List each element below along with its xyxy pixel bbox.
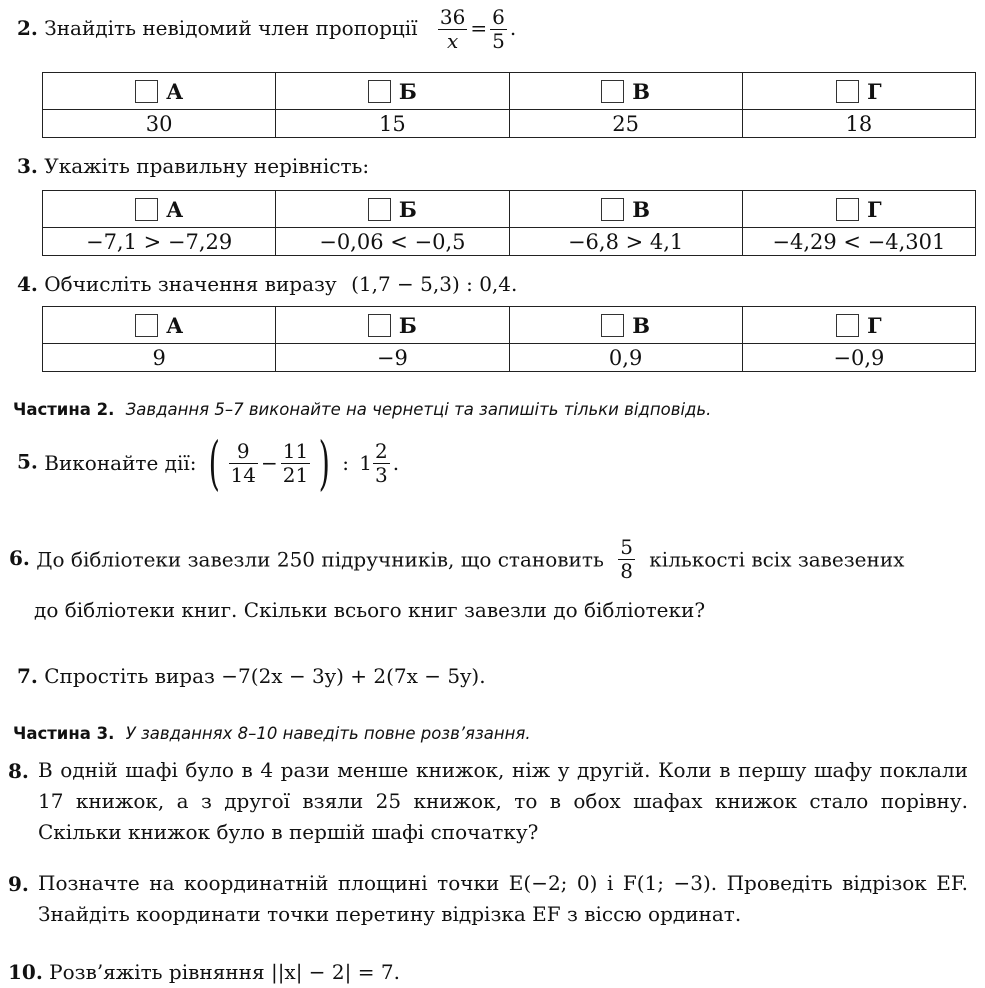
answer-value: 30	[43, 110, 276, 138]
option-v[interactable]: В	[509, 307, 742, 344]
part-title: Частина 2.	[13, 400, 115, 419]
question-text: Спростіть вираз	[44, 664, 215, 688]
question-4	[17, 274, 517, 294]
question-8	[8, 755, 968, 848]
expression: (1,7 − 5,3) : 0,4.	[351, 272, 518, 296]
checkbox[interactable]	[836, 314, 859, 337]
answer-value: 9	[43, 344, 276, 372]
answer-table-q4	[42, 306, 976, 372]
part-description: Завдання 5–7 виконайте на чернетці та запишіть тільки відповідь.	[125, 400, 712, 419]
part-title: Частина 3.	[13, 724, 115, 743]
answer-table-q3	[42, 190, 976, 256]
question-number: 5.	[17, 449, 38, 474]
answer-value: −6,8 > 4,1	[509, 228, 742, 256]
checkbox[interactable]	[836, 80, 859, 103]
right-paren: )	[318, 429, 331, 497]
question-text: Укажіть правильну нерівність:	[44, 154, 370, 178]
checkbox[interactable]	[368, 198, 391, 221]
answer-value: 18	[742, 110, 975, 138]
checkbox[interactable]	[368, 314, 391, 337]
part-description: У завданнях 8–10 наведіть повне розв’язання.	[125, 724, 531, 743]
question-text: кількості всіх завезених	[649, 547, 905, 572]
question-number: 2.	[17, 16, 38, 40]
question-text: Знайдіть невідомий член пропорції	[44, 16, 418, 40]
question-number: 7.	[17, 664, 38, 688]
question-number: 10.	[8, 960, 43, 984]
question-text: Обчисліть значення виразу	[44, 272, 337, 296]
question-number: 9.	[8, 872, 29, 896]
part-2-heading	[13, 400, 711, 419]
fraction: $\frac{9}{14}$	[230, 438, 256, 487]
answer-value: 0,9	[509, 344, 742, 372]
left-paren: (	[208, 429, 220, 497]
question-text: Розв’яжіть рівняння	[49, 960, 265, 984]
answer-value: 15	[276, 110, 509, 138]
question-5: 5. Виконайте дії: ( $\frac{9}{14}$ − $\frac{11}{21}$ ) : 1 $\frac{2}{3}$ .	[17, 429, 400, 497]
checkbox[interactable]	[368, 80, 391, 103]
checkbox[interactable]	[135, 198, 158, 221]
expression: ||x| − 2| = 7.	[270, 960, 400, 984]
part-3-heading	[13, 724, 531, 743]
answer-value: −0,9	[742, 344, 975, 372]
answer-table-q2	[42, 72, 976, 138]
answer-value: −0,06 < −0,5	[276, 228, 509, 256]
question-number: 6.	[9, 546, 30, 570]
option-a[interactable]: А	[43, 73, 276, 110]
fraction: $\frac{36}{x}$	[439, 5, 466, 53]
option-g[interactable]: Г	[742, 73, 975, 110]
question-6-line-2: до бібліотеки книг. Скільки всього книг завезли до бібліотеки?	[34, 598, 706, 622]
option-a[interactable]: А	[43, 191, 276, 228]
question-text: Виконайте дії:	[44, 451, 197, 475]
question-9	[8, 868, 968, 930]
option-v[interactable]: В	[509, 73, 742, 110]
question-7	[17, 666, 486, 686]
fraction: $\frac{6}{5}$	[492, 5, 505, 53]
question-text: До бібліотеки завезли 250 підручників, що становить	[36, 547, 604, 572]
question-number: 3.	[17, 154, 38, 178]
checkbox[interactable]	[601, 314, 624, 337]
option-b[interactable]: Б	[276, 73, 509, 110]
question-number: 8.	[8, 759, 29, 783]
checkbox[interactable]	[135, 80, 158, 103]
option-v[interactable]: В	[509, 191, 742, 228]
fraction: $\frac{11}{21}$	[282, 438, 309, 487]
question-text: В одній шафі було в 4 рази менше книжок, ніж у другій. Коли в першу шафу поклали 17 книжок, а з другої взяли 25 книжок, то в обох шафах книжок стало порівну. Скільки книжок було в першій шафі спочатку?	[38, 758, 968, 844]
fraction: $\frac{5}{8}$	[620, 535, 633, 583]
option-g[interactable]: Г	[742, 191, 975, 228]
question-3	[17, 156, 369, 176]
question-10	[8, 962, 400, 982]
question-6	[9, 536, 904, 583]
answer-value: −9	[276, 344, 509, 372]
question-number: 4.	[17, 272, 38, 296]
question-text: Позначте на координатній площині точки E(−2; 0) і F(1; −3). Проведіть відрізок EF. Знайдіть координати точки перетину відрізка EF з віссю ординат.	[38, 871, 968, 926]
option-b[interactable]: Б	[276, 307, 509, 344]
answer-value: −4,29 < −4,301	[742, 228, 975, 256]
checkbox[interactable]	[836, 198, 859, 221]
option-b[interactable]: Б	[276, 191, 509, 228]
answer-value: −7,1 > −7,29	[43, 228, 276, 256]
expression: −7(2x − 3y) + 2(7x − 5y).	[221, 664, 486, 688]
answer-value: 25	[509, 110, 742, 138]
checkbox[interactable]	[135, 314, 158, 337]
checkbox[interactable]	[601, 198, 624, 221]
fraction: $\frac{2}{3}$	[375, 438, 388, 487]
checkbox[interactable]	[601, 80, 624, 103]
option-g[interactable]: Г	[742, 307, 975, 344]
option-a[interactable]: А	[43, 307, 276, 344]
question-2: 2. Знайдіть невідомий член пропорції $\frac{36}{x}$ = $\frac{6}{5}$ .	[17, 5, 517, 53]
